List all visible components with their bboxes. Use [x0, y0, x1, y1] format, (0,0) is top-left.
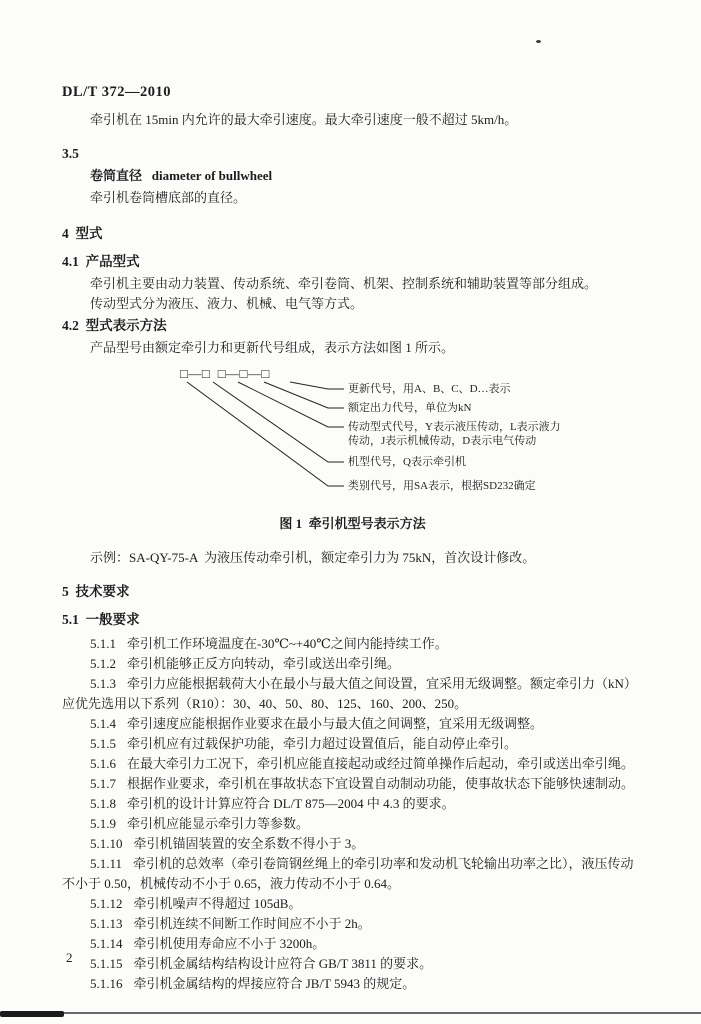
clause-text: 牵引机金属结构结构设计应符合 GB/T 3811 的要求。 — [133, 956, 433, 971]
spec-item — [62, 754, 643, 774]
clause-text: 牵引机能够正反方向转动，牵引或送出牵引绳。 — [127, 656, 401, 671]
clause-number: 5.1.14 — [90, 936, 123, 951]
section-4-2-heading: 4.2 型式表示方法 — [62, 318, 167, 333]
clause-number: 5.1.6 — [90, 756, 116, 771]
clause-number: 5.1.5 — [90, 736, 116, 751]
clause-number: 5.1.11 — [90, 856, 123, 871]
standard-number: DL/T 372—2010 — [62, 84, 171, 100]
spec-item — [62, 974, 643, 994]
clause-text: 牵引机噪声不得超过 105dB。 — [133, 896, 302, 911]
clause-number: 5.1.13 — [90, 916, 123, 931]
spec-item — [62, 954, 643, 974]
clause-number: 5.1.10 — [90, 836, 123, 851]
model-code-boxes: □—□ □—□—□ — [180, 366, 270, 381]
section-4-1-paragraph-2: 传动型式分为液压、液力、机械、电气等方式。 — [90, 296, 364, 311]
clause-text: 牵引机使用寿命应不小于 3200h。 — [133, 936, 326, 951]
spec-item — [62, 794, 643, 814]
clause-number: 5.1.15 — [90, 956, 123, 971]
spec-item — [62, 854, 643, 894]
spec-item-list — [62, 634, 643, 994]
figure-label-category-code: 类别代号，用SA表示，根据SD232确定 — [348, 480, 536, 492]
paragraph-continuation: 牵引机在 15min 内允许的最大牵引速度。最大牵引速度一般不超过 5km/h。 — [90, 112, 518, 127]
clause-number: 5.1.8 — [90, 796, 116, 811]
page-number: 2 — [66, 950, 73, 965]
clause-number: 5.1.4 — [90, 716, 116, 731]
clause-text: 牵引机金属结构的焊接应符合 JB/T 5943 的规定。 — [133, 976, 416, 991]
clause-number: 5.1.12 — [90, 896, 123, 911]
section-4-1-paragraph-1: 牵引机主要由动力装置、传动系统、牵引卷筒、机架、控制系统和辅助装置等部分组成。 — [90, 276, 598, 291]
clause-number: 5.1.3 — [90, 676, 116, 691]
spec-item — [62, 894, 643, 914]
figure-label-update-code: 更新代号，用A、B、C、D…表示 — [348, 383, 511, 395]
scan-artifact-bottom-blob — [0, 1011, 64, 1017]
spec-item — [62, 774, 643, 794]
section-5-1-heading: 5.1 一般要求 — [62, 612, 140, 627]
section-4-2-paragraph-1: 产品型号由额定牵引力和更新代号组成，表示方法如图 1 所示。 — [90, 340, 455, 355]
clause-3-5-number: 3.5 — [62, 146, 79, 161]
clause-number: 5.1.7 — [90, 776, 116, 791]
clause-text: 牵引机的总效率（牵引卷筒钢丝绳上的牵引功率和发动机飞轮输出功率之比），液压传动不小于 0.50，机械传动不小于 0.65，液力传动不小于 0.64。 — [62, 856, 634, 891]
clause-text: 牵引力应能根据载荷大小在最小与最大值之间设置，宜采用无级调整。额定牵引力（kN）应优先选用以下系列（R10）：30、40、50、80、125、160、200、250。 — [62, 676, 637, 711]
spec-item — [62, 814, 643, 834]
figure-1-model-designation-diagram — [180, 366, 590, 506]
clause-text: 牵引机连续不间断工作时间应不小于 2h。 — [133, 916, 371, 931]
spec-item — [62, 714, 643, 734]
figure-label-rated-output-code: 额定出力代号，单位为kN — [348, 402, 472, 414]
spec-item — [62, 834, 643, 854]
term-heading: 卷筒直径 diameter of bullwheel — [90, 168, 273, 183]
spec-item — [62, 734, 643, 754]
clause-number: 5.1.16 — [90, 976, 123, 991]
scan-artifact-speck — [536, 40, 541, 43]
spec-item — [62, 914, 643, 934]
example-paragraph: 示例：SA-QY-75-A 为液压传动牵引机，额定牵引力为 75kN，首次设计修改。 — [90, 550, 536, 565]
section-4-heading: 4 型式 — [62, 226, 103, 241]
term-definition: 牵引机卷筒槽底部的直径。 — [90, 190, 247, 205]
spec-item — [62, 654, 643, 674]
clause-text: 牵引机工作环境温度在-30℃~+40℃之间内能持续工作。 — [127, 636, 448, 651]
clause-text: 牵引机的设计计算应符合 DL/T 875—2004 中 4.3 的要求。 — [127, 796, 455, 811]
clause-text: 牵引机锚固装置的安全系数不得小于 3。 — [133, 836, 365, 851]
section-5-heading: 5 技术要求 — [62, 584, 130, 599]
figure-label-drive-type-code: 传动型式代号，Y表示液压传动，L表示液力传动，J表示机械传动，D表示电气传动 — [348, 421, 561, 447]
section-4-1-heading: 4.1 产品型式 — [62, 254, 140, 269]
figure-1-caption: 图 1 牵引机型号表示方法 — [279, 516, 426, 531]
clause-number: 5.1.2 — [90, 656, 116, 671]
clause-text: 牵引速度应能根据作业要求在最小与最大值之间调整，宜采用无级调整。 — [127, 716, 544, 731]
clause-text: 牵引机应能显示牵引力等参数。 — [127, 816, 310, 831]
spec-item — [62, 634, 643, 654]
clause-number: 5.1.1 — [90, 636, 116, 651]
clause-text: 根据作业要求，牵引机在事故状态下宜设置自动制动功能，使事故状态下能够快速制动。 — [127, 776, 635, 791]
clause-text: 牵引机应有过载保护功能，牵引力超过设置值后，能自动停止牵引。 — [127, 736, 518, 751]
clause-number: 5.1.9 — [90, 816, 116, 831]
scan-artifact-bottom-line — [0, 1012, 701, 1014]
clause-text: 在最大牵引力工况下，牵引机应能直接起动或经过简单操作后起动，牵引或送出牵引绳。 — [127, 756, 635, 771]
figure-label-machine-type-code: 机型代号，Q表示牵引机 — [348, 456, 466, 468]
spec-item — [62, 674, 643, 714]
spec-item — [62, 934, 643, 954]
